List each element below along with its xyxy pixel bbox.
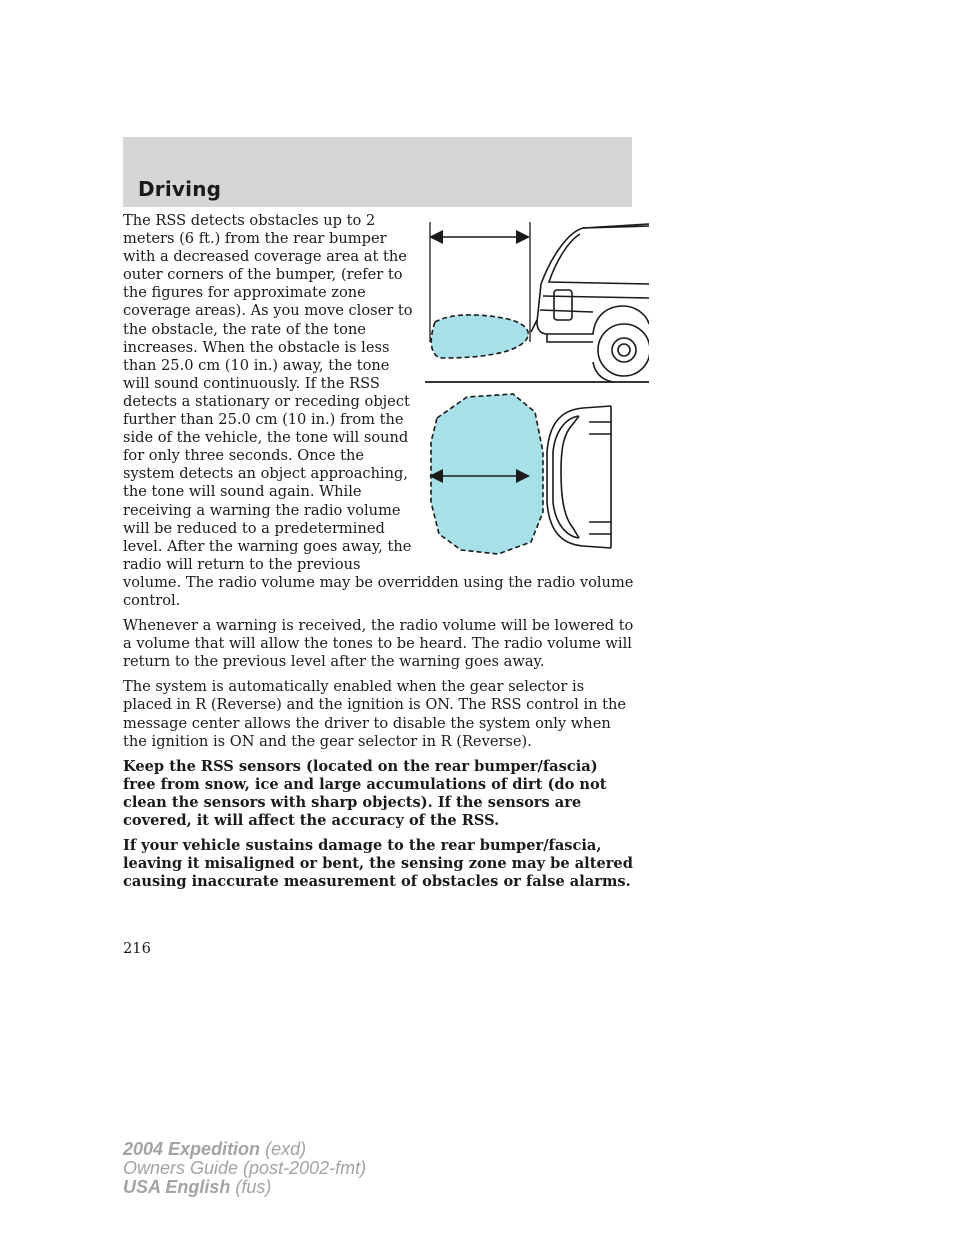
arrow-left-head bbox=[429, 230, 443, 244]
footer-model: 2004 Expedition bbox=[123, 1139, 261, 1159]
footer-language-code: (fus) bbox=[235, 1177, 272, 1197]
rss-coverage-diagram bbox=[423, 212, 649, 563]
vehicle-top-body bbox=[547, 406, 611, 548]
section-title: Driving bbox=[138, 177, 222, 201]
top-view bbox=[429, 394, 611, 554]
footer-line-1 bbox=[123, 1140, 366, 1159]
footer-language: USA English bbox=[123, 1177, 231, 1197]
top-zone bbox=[431, 394, 543, 554]
footer-line-3 bbox=[123, 1178, 366, 1197]
rss-coverage-figure bbox=[423, 212, 649, 563]
section-header-band bbox=[123, 137, 632, 207]
body-paragraph-1: The RSS detects obstacles up to 2 meters (6 ft.) from the rear bumper with a decreased coverage area at the outer corners of the bumper, (refer to the figures for approximate zone coverage areas). As you move closer to the obstacle, the rate of the tone increases. When the obstacle is less than 25.0 cm (10 in.) away, the tone will sound continuously. If the RSS detects a stationary or receding object further than 25.0 cm (10 in.) from the side of the vehicle, the tone will sound for only three seconds. Once the system detects an object approaching, the tone will sound again. While receiving a warning the radio volume will be reduced to a predetermined level. After the warning goes away, the radio will return to the previous volume. The radio volume may be overridden using the radio volume control. bbox=[123, 212, 634, 609]
footer-model-code: (exd) bbox=[265, 1139, 307, 1159]
rear-wheel bbox=[598, 324, 649, 376]
body-text bbox=[123, 212, 635, 898]
body-paragraph-3: The system is automatically enabled when the gear selector is placed in R (Reverse) and the ignition is ON. The RSS control in the message center allows the driver to disable the system only when the ignition is ON and the gear selector in R (Reverse). bbox=[123, 678, 627, 750]
footer bbox=[123, 1140, 366, 1197]
warning-paragraph-2: If your vehicle sustains damage to the rear bumper/fascia, leaving it misaligned or bent, the sensing zone may be altered causing inaccurate measurement of obstacles or false alarms. bbox=[123, 837, 633, 891]
page-number: 216 bbox=[123, 940, 151, 957]
warning-paragraph-1: Keep the RSS sensors (located on the rear bumper/fascia) free from snow, ice and large accumulations of dirt (do not clean the sensors with sharp objects). If the sensors are covered, it will affect the accuracy of the RSS. bbox=[123, 757, 607, 829]
body-paragraph-2: Whenever a warning is received, the radio volume will be lowered to a volume that will allow the tones to be heard. The radio volume will return to the previous level after the warning goes away. bbox=[123, 617, 634, 671]
arrow-right-head bbox=[516, 230, 530, 244]
side-view bbox=[425, 222, 649, 382]
side-zone bbox=[431, 315, 528, 358]
footer-line-2: Owners Guide (post-2002-fmt) bbox=[123, 1158, 367, 1178]
